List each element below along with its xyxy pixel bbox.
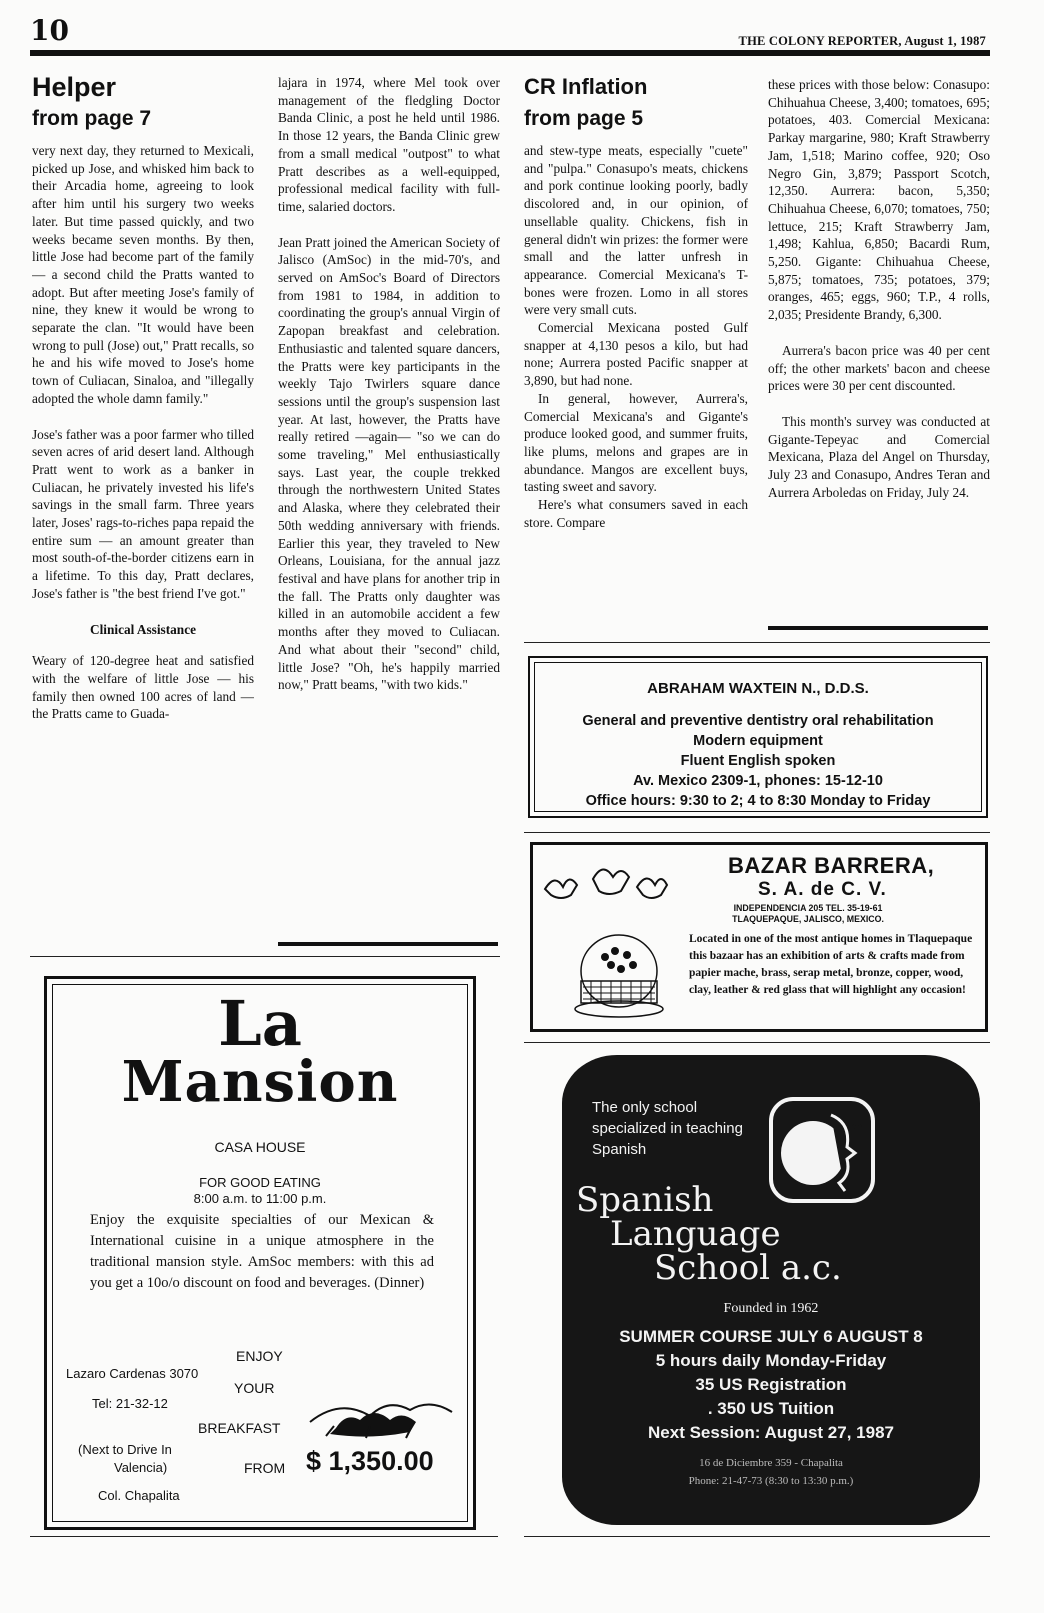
- school-schedule: 5 hours daily Monday-Friday: [655, 1351, 887, 1370]
- mansion-title-mansion: Mansion: [121, 1049, 399, 1115]
- page-number: 10: [30, 14, 69, 47]
- bottom-rule: [30, 1536, 498, 1537]
- inflation-paragraph: these prices with those below: Conasupo: Chihuahua Cheese, 3,400; tomatoes, 695; potatoes, 403. Comercial Mexicana: Parkay margarine, 980; Kraft Strawberry Jam, 1,518; Marino coffee, 920; Oso Negro Gin, 3,879; Passport Scotch, 12,350. Aurrera: bacon, 5,350; Chihuahua Cheese, 6,070; tomatoes, 750; lettuce, 215; Kraft Strawberry Jam, 1,498; Kahlua, 6,850; Bacardi Rum, 5,250. Gigante: Chihuahua Cheese, 5,875; tomatoes, 735; potatoes, 379; oranges, 465; eggs, 960; T.P., 4 rolls, 2,035; Presidente Brandy, 6,300.: [768, 77, 990, 323]
- mansion-phone: Tel: 21-32-12: [92, 1396, 168, 1411]
- school-title-line: School a.c.: [654, 1248, 842, 1288]
- dentist-name: ABRAHAM WAXTEIN N., D.D.S.: [647, 680, 869, 697]
- helper-jump-line: from page 7: [32, 107, 152, 130]
- mansion-breakfast-price: $ 1,350.00: [306, 1446, 434, 1476]
- mansion-address: Lazaro Cardenas 3070: [66, 1366, 199, 1381]
- dentist-language: Fluent English spoken: [680, 753, 836, 769]
- inflation-paragraph: This month's survey was conducted at Gigante-Tepeyac and Comercial Mexicana, Plaza del Angel on Thursday, July 23 and Conasupo, Andres Teran and Aurrera Arboledas on Friday, July 24.: [768, 413, 990, 500]
- school-summer-course: SUMMER COURSE JULY 6 AUGUST 8: [619, 1327, 923, 1346]
- bazar-address-line: TLAQUEPAQUE, JALISCO, MEXICO.: [732, 914, 884, 924]
- helper-headline: Helper: [32, 72, 117, 102]
- dentist-hours: Office hours: 9:30 to 2; 4 to 8:30 Monday to Friday: [585, 793, 931, 809]
- helper-column-1: [32, 72, 254, 960]
- inflation-headline: CR Inflation: [524, 74, 648, 99]
- speaking-face-logo: [767, 1095, 877, 1205]
- school-title-line: Spanish: [576, 1180, 714, 1220]
- school-tuition: . 350 US Tuition: [707, 1399, 835, 1418]
- mansion-your: YOUR: [234, 1380, 275, 1396]
- mansion-title-la: La: [218, 987, 302, 1060]
- doves-and-basket-illustration: [541, 861, 691, 1026]
- spanish-school-advertisement: [562, 1055, 980, 1525]
- school-registration: 35 US Registration: [695, 1375, 847, 1394]
- school-intro: The only school specialized in teaching Spanish: [592, 1099, 743, 1158]
- school-address: 16 de Diciembre 359 - Chapalita: [699, 1457, 843, 1469]
- inflation-column-1: [524, 72, 748, 637]
- mansion-breakfast: BREAKFAST: [198, 1420, 281, 1436]
- inflation-paragraph: and stew-type meats, especially "cuete" and "pulpa." Conasupo's meats, chickens and pork continue looking poorly, badly discolored and, in our opinion, of unsellable quality. Chickens, fish in general didn't win prizes: the former were small and the latter unfresh in appearance. Comercial Mexicana's T-bones were frozen. Lomo in all stores were very small cuts.: [524, 143, 748, 318]
- masthead-rule: [30, 50, 990, 56]
- school-next-session: Next Session: August 27, 1987: [648, 1423, 894, 1442]
- dentist-advertisement: [528, 656, 988, 818]
- dentist-address: Av. Mexico 2309-1, phones: 15-12-10: [633, 773, 883, 789]
- school-phone: Phone: 21-47-73 (8:30 to 13:30 p.m.): [688, 1475, 854, 1487]
- mansion-hours: 8:00 a.m. to 11:00 p.m.: [193, 1191, 327, 1206]
- inflation-jump-line: from page 5: [524, 107, 644, 130]
- section-divider: [524, 642, 990, 643]
- dentist-equipment: Modern equipment: [693, 733, 823, 749]
- bazar-address: [703, 903, 913, 925]
- mansion-from: FROM: [244, 1460, 286, 1476]
- helper-paragraph: lajara in 1974, where Mel took over management of the fledgling Doctor Banda Clinic, a post he held until 1986. In those 12 years, the Banda Clinic grew from a small medical "outpost" to what Pratt describes as a well-equipped, professional medical facility with full-time, salaried doctors.: [278, 75, 500, 214]
- helper-column-2: [278, 74, 500, 934]
- column-end-rule: [768, 626, 988, 630]
- column-end-rule: [278, 942, 498, 946]
- mansion-description: Enjoy the exquisite specialties of our Mexican & International cuisine in a unique atmosphere in the traditional mansion style. AmSoc members: with this ad you get a 10o/o discount on food and beverages. (Dinner): [90, 1212, 434, 1291]
- bazar-description: Located in one of the most antique homes in Tlaquepaque this bazaar has an exhibition of arts & crafts made from papier mache, brass, serap metal, bronze, copper, wood, clay, leather & red glass that will highlight any occasion!: [689, 933, 973, 996]
- school-founded: Founded in 1962: [723, 1301, 819, 1316]
- dentist-services: General and preventive dentistry oral rehabilitation: [582, 713, 934, 729]
- mansion-landmark: (Next to Drive In: [78, 1442, 172, 1457]
- inflation-paragraph: In general, however, Aurrera's, Comercial Mexicana's and Gigante's produce looked good, and summer fruits, like plums, melons and grapes are in abundance. Mangos are excellent buys, tasting sweet and savory.: [524, 390, 748, 495]
- helper-paragraph: Jose's father was a poor farmer who tilled seven acres of arid desert land. Although Pratt went to work as a banker in Culiacan, he privately invested his life's savings in the small farm. Three years later, Joses' rags-to-riches papa repaid the entire sum — an amount greater than most south-of-the-border citizens earn in a lifetime. To this day, Pratt declares, Jose's father is "the best friend I've got.": [32, 426, 254, 601]
- helper-paragraph: Jean Pratt joined the American Society of Jalisco (AmSoc) in the mid-70's, and served on AmSoc's Board of Directors from 1981 to 1984, in addition to coordinating the group's annual Virgin of Zapopan breakfast and celebration. Enthusiastic and talented square dancers, the Pratts were key participants in the weekly Tajo Twirlers square dance sessions until the group's suspension last year. At last, however, the Pratts have really retired —again— "so we can do some traveling," Mel enthusiastically says. Last year, the couple trekked through the northwestern United States and Alaska, where they celebrated their 50th wedding anniversary with friends. Earlier this year, they traveled to New Orleans, Louisiana, for the annual jazz festival and have plans for another trip in the fall. The Pratts only daughter was killed in an automobile accident a few months after they moved to Culiacan. And what about their "second" child, little Jose? "Oh, he's happily married now," Pratt beams, "with two kids.": [278, 234, 500, 693]
- bazar-address-line: INDEPENDENCIA 205 TEL. 35-19-61: [733, 903, 883, 913]
- inflation-paragraph: Comercial Mexicana posted Gulf snapper at 4,130 pesos a kilo, but had none; Aurrera posted Pacific snapper at 3,890, but had none.: [524, 320, 748, 389]
- helper-paragraph: Weary of 120-degree heat and satisfied with the welfare of little Jose — his family then owned 100 acres of land — the Pratts came to Guada-: [32, 653, 254, 722]
- school-title-line: Language: [610, 1214, 781, 1254]
- horse-riders-illustration: [306, 1392, 456, 1442]
- mansion-landmark-2: Valencia): [114, 1460, 168, 1475]
- bottom-rule: [524, 1536, 990, 1537]
- publication-date-line: THE COLONY REPORTER, August 1, 1987: [738, 34, 986, 48]
- inflation-column-2: [768, 76, 990, 624]
- bazar-company-type: S. A. de C. V.: [758, 879, 887, 900]
- helper-subhead: Clinical Assistance: [89, 621, 196, 637]
- inflation-paragraph: Here's what consumers saved in each store. Compare: [524, 497, 748, 530]
- section-divider: [524, 832, 990, 833]
- bazar-advertisement: [530, 842, 988, 1032]
- mansion-enjoy: ENJOY: [236, 1348, 283, 1364]
- bazar-title: BAZAR BARRERA,: [728, 853, 935, 878]
- mansion-eating: FOR GOOD EATING: [199, 1175, 321, 1190]
- inflation-paragraph: Aurrera's bacon price was 40 per cent off; the other markets' bacon and cheese prices were 30 per cent discounted.: [768, 342, 990, 394]
- mansion-colonia: Col. Chapalita: [98, 1488, 180, 1503]
- mansion-tagline: CASA HOUSE: [214, 1139, 306, 1155]
- section-divider: [30, 956, 500, 957]
- helper-paragraph: very next day, they returned to Mexicali, picked up Jose, and whisked him back to their Arcadia home, agreeing to look after him until his surgery two weeks later. But time passed quickly, and two weeks became seven months. By then, little Jose had become part of the family — a second child the Pratts wanted to adopt. But after meeting Jose's family of nine, they knew it would be wrong to separate the clan. "It would have been wrong to pull (Jose) out," Pratt recalls, so he and his wife moved to Jose's home town of Culiacan, Sinaloa, and "illegally adopted the whole damn family.": [32, 143, 254, 406]
- section-divider: [524, 1042, 990, 1043]
